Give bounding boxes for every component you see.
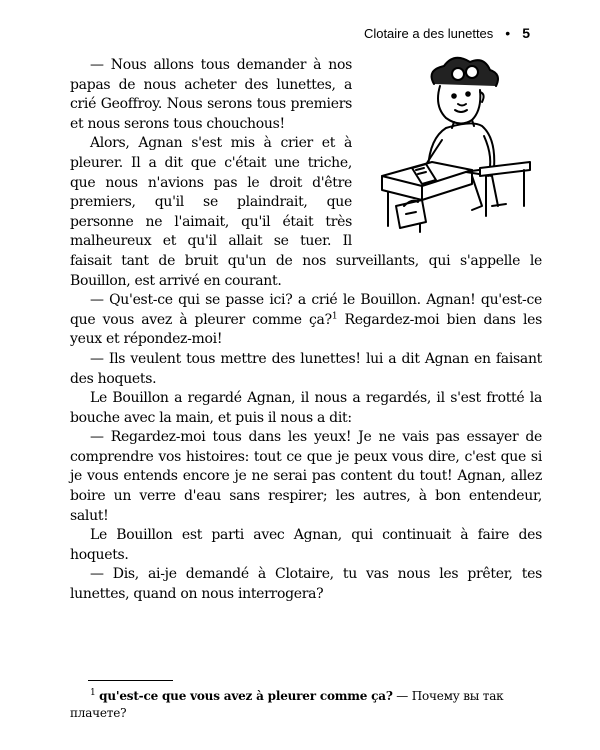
paragraph-5: Le Bouillon a regardé Agnan, il nous a regardés, il s'est frotté la bouche avec la main, et puis il nous a dit: — [70, 390, 542, 426]
paragraph-3-continuation: Regardez-moi bien dans les yeux et répondez-moi! — [70, 311, 542, 348]
page-number: 5 — [522, 25, 530, 41]
footnote — [70, 688, 542, 722]
paragraph-7: Le Bouillon est parti avec Agnan, qui continuait à faire des hoquets. — [70, 527, 542, 563]
footnote-number: 1 — [90, 688, 96, 698]
footnote-divider — [88, 680, 173, 681]
boy-at-desk-illustration — [362, 56, 542, 236]
paragraph-6: — Regardez-moi tous dans les yeux! Je ne vais pas essayer de comprendre vos histoires: tout ce que je peux vous dire, c'est que si je vous entends encore je ne serai pas content du tout! Agnan, allez boire un verre d'eau sans respirer; les autres, à bon entendeur, salut! — [70, 429, 542, 524]
paragraph-1: — Nous allons tous demander à nos papas de nous acheter des lunettes, a crié Geoffroy. Nous serons tous premiers et nous serons tous chouchous! — [70, 57, 352, 132]
paragraph-8: — Dis, ai-je demandé à Clotaire, tu vas nous les prêter, tes lunettes, quand on nous interrogera? — [70, 566, 542, 603]
footnote-reference[interactable]: 1 — [331, 311, 338, 322]
footnote-phrase: qu'est-ce que vous avez à pleurer comme ça? — [99, 689, 393, 703]
paragraph-2: Alors, Agnan s'est mis à crier et à pleurer. Il a dit que c'était une triche, que nous n'avions pas le droit d'être premiers, qu'il se plaindrait, que personne ne l'aimait, qu'il était très malheureux et qu'il allait se tuer. Il faisait tant de bruit qu'un de nos surveillants, qui s'appelle le Bouillon, est arrivé en courant. — [70, 135, 542, 289]
running-title: Clotaire a des lunettes — [363, 25, 494, 41]
boy-at-desk-drawing — [362, 56, 542, 236]
footnote-translation: — Почему вы так плачете? — [70, 689, 504, 720]
running-header — [364, 24, 530, 42]
paragraph-4: — Ils veulent tous mettre des lunettes! lui a dit Agnan en faisant des hoquets. — [70, 350, 542, 387]
header-bullet: • — [505, 25, 511, 41]
paragraph-3 — [70, 291, 542, 350]
paragraph-3-text: — Qu'est-ce qui se passe ici? a crié le Bouillon. Agnan! qu'est-ce que vous avez à pleurer comme ça? — [70, 292, 542, 328]
body-text — [70, 56, 542, 605]
